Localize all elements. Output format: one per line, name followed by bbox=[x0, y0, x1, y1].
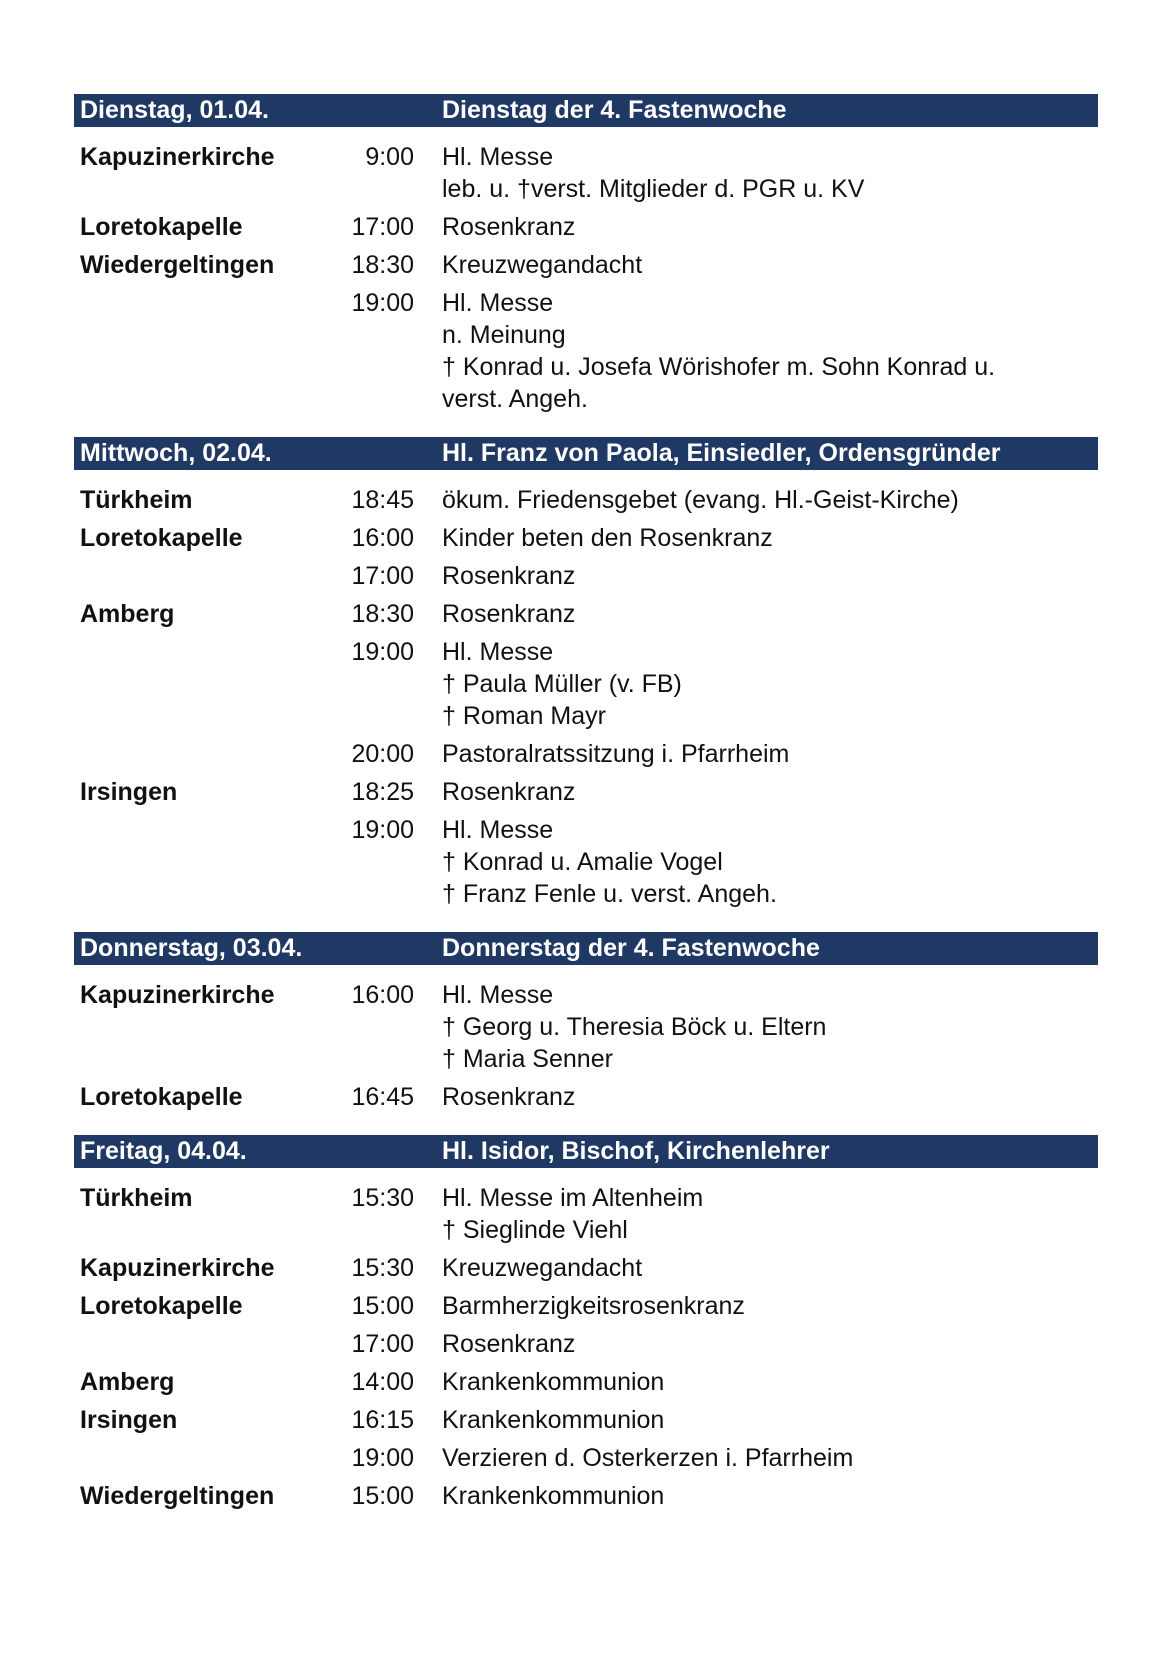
entry-line: ökum. Friedensgebet (evang. Hl.-Geist-Kirche) bbox=[442, 486, 959, 514]
entry-line: Hl. Messe bbox=[442, 638, 554, 666]
day-section-mittwoch bbox=[74, 437, 1098, 910]
schedule-entry bbox=[74, 738, 1098, 770]
entry-line: Hl. Messe bbox=[442, 289, 554, 317]
entry-line: † Maria Senner bbox=[442, 1045, 613, 1073]
schedule-entry bbox=[74, 1081, 1098, 1113]
entry-time: 16:15 bbox=[351, 1406, 414, 1434]
schedule-entry bbox=[74, 636, 1098, 732]
entry-place: Kapuzinerkirche bbox=[80, 143, 275, 171]
entry-line: † Sieglinde Viehl bbox=[442, 1216, 628, 1244]
entry-place: Irsingen bbox=[80, 778, 178, 806]
entry-place: Wiedergeltingen bbox=[80, 251, 275, 279]
entry-line: Kreuzwegandacht bbox=[442, 1254, 643, 1282]
entry-line: n. Meinung bbox=[442, 321, 566, 349]
entry-time: 18:30 bbox=[351, 251, 414, 279]
entry-time: 15:30 bbox=[351, 1184, 414, 1212]
schedule-page bbox=[74, 94, 1098, 1534]
entry-place: Loretokapelle bbox=[80, 213, 243, 241]
day-header bbox=[74, 437, 1098, 470]
entry-time: 17:00 bbox=[351, 213, 414, 241]
entry-time: 16:00 bbox=[351, 981, 414, 1009]
entry-time: 18:45 bbox=[351, 486, 414, 514]
entry-place: Kapuzinerkirche bbox=[80, 981, 275, 1009]
schedule-entry bbox=[74, 1366, 1098, 1398]
schedule-entry bbox=[74, 522, 1098, 554]
entry-line: † Paula Müller (v. FB) bbox=[442, 670, 682, 698]
day-date: Freitag, 04.04. bbox=[80, 1137, 247, 1165]
day-header bbox=[74, 932, 1098, 965]
day-date: Mittwoch, 02.04. bbox=[80, 439, 272, 467]
entry-line: Barmherzigkeitsrosenkranz bbox=[442, 1292, 745, 1320]
day-feast: Hl. Isidor, Bischof, Kirchenlehrer bbox=[442, 1137, 830, 1165]
entry-time: 16:00 bbox=[351, 524, 414, 552]
entry-line: Verzieren d. Osterkerzen i. Pfarrheim bbox=[442, 1444, 854, 1472]
entry-time: 15:30 bbox=[351, 1254, 414, 1282]
entry-line: Krankenkommunion bbox=[442, 1368, 665, 1396]
entry-place: Loretokapelle bbox=[80, 524, 243, 552]
entry-line: Krankenkommunion bbox=[442, 1406, 665, 1434]
entry-time: 19:00 bbox=[351, 1444, 414, 1472]
day-section-freitag bbox=[74, 1135, 1098, 1512]
entry-line: verst. Angeh. bbox=[442, 385, 588, 413]
day-header bbox=[74, 1135, 1098, 1168]
day-feast: Donnerstag der 4. Fastenwoche bbox=[442, 934, 820, 962]
entry-line: † Franz Fenle u. verst. Angeh. bbox=[442, 880, 777, 908]
schedule-entry bbox=[74, 1404, 1098, 1436]
entry-time: 15:00 bbox=[351, 1292, 414, 1320]
entry-time: 19:00 bbox=[351, 638, 414, 666]
entry-time: 9:00 bbox=[365, 143, 414, 171]
entry-line: † Roman Mayr bbox=[442, 702, 606, 730]
entry-time: 19:00 bbox=[351, 816, 414, 844]
schedule-entry bbox=[74, 1182, 1098, 1246]
entry-line: Rosenkranz bbox=[442, 562, 576, 590]
entry-time: 17:00 bbox=[351, 1330, 414, 1358]
schedule-entry bbox=[74, 287, 1098, 415]
entry-place: Irsingen bbox=[80, 1406, 178, 1434]
entry-place: Loretokapelle bbox=[80, 1292, 243, 1320]
entry-line: † Konrad u. Josefa Wörishofer m. Sohn Konrad u. bbox=[442, 353, 996, 381]
entry-line: Kreuzwegandacht bbox=[442, 251, 643, 279]
day-section-donnerstag bbox=[74, 932, 1098, 1113]
entry-line: Rosenkranz bbox=[442, 1083, 576, 1111]
entry-line: Hl. Messe bbox=[442, 816, 554, 844]
day-feast: Dienstag der 4. Fastenwoche bbox=[442, 96, 787, 124]
entry-time: 19:00 bbox=[351, 289, 414, 317]
schedule-entry bbox=[74, 979, 1098, 1075]
day-section-dienstag bbox=[74, 94, 1098, 415]
schedule-entry bbox=[74, 211, 1098, 243]
entry-line: Rosenkranz bbox=[442, 1330, 576, 1358]
schedule-entry bbox=[74, 1328, 1098, 1360]
schedule-entry bbox=[74, 598, 1098, 630]
entry-line: Rosenkranz bbox=[442, 600, 576, 628]
schedule-entry bbox=[74, 1442, 1098, 1474]
entry-line: Pastoralratssitzung i. Pfarrheim bbox=[442, 740, 790, 768]
entry-time: 15:00 bbox=[351, 1482, 414, 1510]
entry-line: Hl. Messe bbox=[442, 981, 554, 1009]
schedule-entry bbox=[74, 560, 1098, 592]
entry-place: Kapuzinerkirche bbox=[80, 1254, 275, 1282]
schedule-entry bbox=[74, 1290, 1098, 1322]
day-header bbox=[74, 94, 1098, 127]
entry-line: Rosenkranz bbox=[442, 778, 576, 806]
day-date: Dienstag, 01.04. bbox=[80, 96, 269, 124]
schedule-entry bbox=[74, 484, 1098, 516]
entry-line: Hl. Messe im Altenheim bbox=[442, 1184, 704, 1212]
day-feast: Hl. Franz von Paola, Einsiedler, Ordensgründer bbox=[442, 439, 1001, 467]
entry-place: Wiedergeltingen bbox=[80, 1482, 275, 1510]
entry-place: Türkheim bbox=[80, 1184, 193, 1212]
entry-line: Kinder beten den Rosenkranz bbox=[442, 524, 773, 552]
entry-line: † Konrad u. Amalie Vogel bbox=[442, 848, 723, 876]
entry-time: 17:00 bbox=[351, 562, 414, 590]
entry-place: Amberg bbox=[80, 600, 175, 628]
day-date: Donnerstag, 03.04. bbox=[80, 934, 303, 962]
entry-time: 18:30 bbox=[351, 600, 414, 628]
entry-line: † Georg u. Theresia Böck u. Eltern bbox=[442, 1013, 827, 1041]
schedule-entry bbox=[74, 249, 1098, 281]
schedule-entry bbox=[74, 1480, 1098, 1512]
entry-line: leb. u. †verst. Mitglieder d. PGR u. KV bbox=[442, 175, 865, 203]
entry-time: 14:00 bbox=[351, 1368, 414, 1396]
entry-place: Loretokapelle bbox=[80, 1083, 243, 1111]
entry-time: 20:00 bbox=[351, 740, 414, 768]
entry-line: Hl. Messe bbox=[442, 143, 554, 171]
schedule-entry bbox=[74, 1252, 1098, 1284]
entry-place: Türkheim bbox=[80, 486, 193, 514]
entry-time: 16:45 bbox=[351, 1083, 414, 1111]
schedule-entry bbox=[74, 776, 1098, 808]
schedule-entry bbox=[74, 814, 1098, 910]
entry-time: 18:25 bbox=[351, 778, 414, 806]
entry-line: Rosenkranz bbox=[442, 213, 576, 241]
entry-line: Krankenkommunion bbox=[442, 1482, 665, 1510]
schedule-entry bbox=[74, 141, 1098, 205]
entry-place: Amberg bbox=[80, 1368, 175, 1396]
